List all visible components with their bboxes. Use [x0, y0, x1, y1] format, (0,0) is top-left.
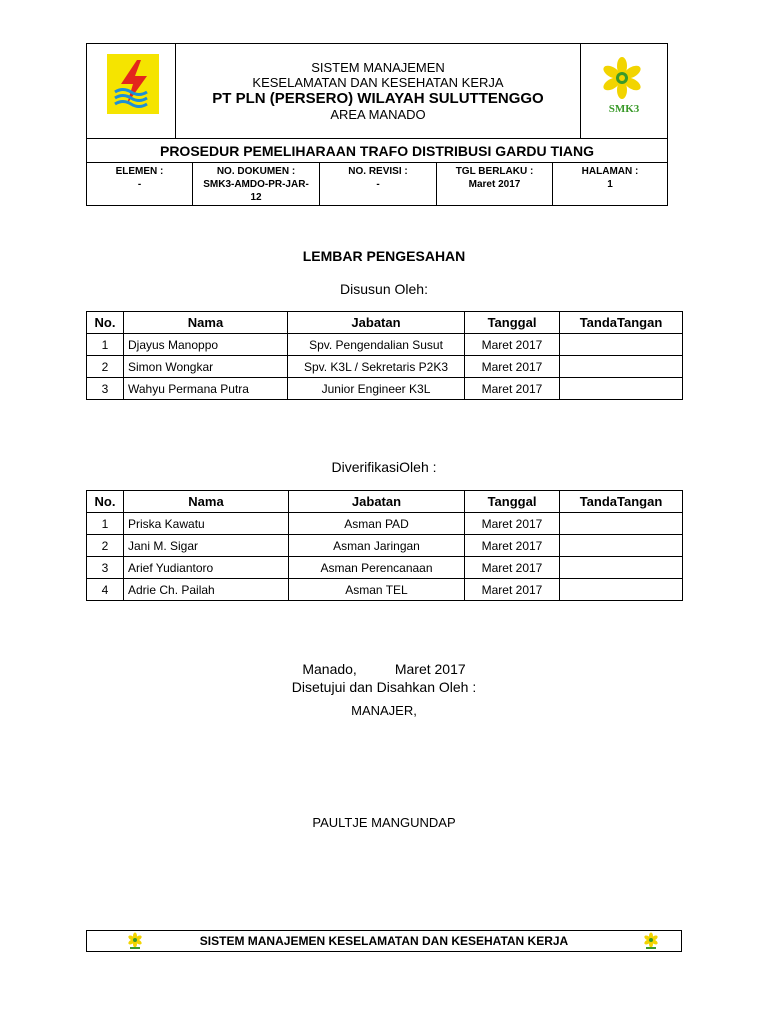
- cell-jabatan: Spv. Pengendalian Susut: [288, 334, 465, 356]
- company-name: PT PLN (PERSERO) WILAYAH SULUTTENGGO: [212, 90, 544, 107]
- table-row: [87, 378, 683, 400]
- meta-label: TGL BERLAKU :: [455, 166, 534, 177]
- meta-label: NO. DOKUMEN :: [216, 166, 296, 177]
- meta-halaman: [552, 163, 667, 205]
- document-footer: [86, 930, 682, 952]
- table-row: [87, 513, 683, 535]
- smk3-footer-icon-right: [641, 932, 661, 951]
- document-header: [86, 43, 668, 206]
- col-header-nama: Nama: [124, 491, 289, 513]
- table-row: [87, 557, 683, 579]
- meta-value: SMK3-AMDO-PR-JAR-12: [203, 179, 309, 203]
- verified-by-heading: DiverifikasiOleh :: [331, 459, 437, 475]
- cell-jabatan: Asman Perencanaan: [289, 557, 465, 579]
- header-line-1: SISTEM MANAJEMEN: [311, 60, 445, 75]
- cell-jabatan: Junior Engineer K3L: [288, 378, 465, 400]
- meta-elemen: [87, 163, 192, 205]
- cell-no: 1: [87, 334, 124, 356]
- table-row: [87, 334, 683, 356]
- compiled-by-heading: Disusun Oleh:: [340, 281, 428, 297]
- table-header-row: [87, 491, 683, 513]
- approval-date: Maret 2017: [394, 661, 466, 677]
- cell-no: 2: [87, 535, 124, 557]
- cell-signature: [560, 513, 683, 535]
- cell-tanggal: Maret 2017: [465, 557, 560, 579]
- cell-no: 3: [87, 557, 124, 579]
- pln-logo-cell: [87, 44, 176, 139]
- smk3-logo-cell: [580, 44, 667, 139]
- col-header-no: No.: [87, 491, 124, 513]
- cell-tanggal: Maret 2017: [465, 535, 560, 557]
- cell-jabatan: Asman TEL: [289, 579, 465, 601]
- cell-nama: Priska Kawatu: [124, 513, 289, 535]
- header-title-block: [176, 44, 580, 139]
- col-header-jabatan: Jabatan: [289, 491, 465, 513]
- approval-statement: Disetujui dan Disahkan Oleh :: [291, 679, 477, 695]
- cell-tanggal: Maret 2017: [465, 356, 560, 378]
- document-meta-row: [87, 163, 667, 205]
- approval-place: Manado,: [302, 661, 357, 677]
- cell-signature: [560, 356, 683, 378]
- meta-tgl-berlaku: [436, 163, 552, 205]
- approver-name: PAULTJE MANGUNDAP: [312, 815, 456, 830]
- cell-tanggal: Maret 2017: [465, 378, 560, 400]
- cell-no: 2: [87, 356, 124, 378]
- cell-jabatan: Spv. K3L / Sekretaris P2K3: [288, 356, 465, 378]
- cell-nama: Simon Wongkar: [124, 356, 288, 378]
- meta-value: 1: [607, 179, 613, 190]
- cell-no: 4: [87, 579, 124, 601]
- col-header-tandatangan: TandaTangan: [560, 312, 683, 334]
- cell-signature: [560, 535, 683, 557]
- place-date-line: [0, 661, 768, 677]
- cell-signature: [560, 579, 683, 601]
- meta-no-revisi: [319, 163, 436, 205]
- pln-logo-icon: [107, 54, 159, 114]
- header-line-2: KESELAMATAN DAN KESEHATAN KERJA: [252, 75, 504, 90]
- cell-tanggal: Maret 2017: [465, 513, 560, 535]
- approver-role: MANAJER,: [351, 703, 417, 718]
- cell-nama: Adrie Ch. Pailah: [124, 579, 289, 601]
- area-name: AREA MANADO: [330, 107, 426, 122]
- smk3-logo-icon: [594, 54, 654, 116]
- table-row: [87, 356, 683, 378]
- meta-value: -: [376, 179, 380, 190]
- cell-no: 3: [87, 378, 124, 400]
- meta-no-dokumen: [192, 163, 319, 205]
- cell-no: 1: [87, 513, 124, 535]
- table-row: [87, 535, 683, 557]
- meta-label: NO. REVISI :: [348, 166, 408, 177]
- col-header-jabatan: Jabatan: [288, 312, 465, 334]
- col-header-tanggal: Tanggal: [465, 491, 560, 513]
- verified-by-table: [86, 490, 683, 601]
- footer-text: SISTEM MANAJEMEN KESELAMATAN DAN KESEHATAN KERJA: [199, 934, 569, 948]
- cell-tanggal: Maret 2017: [465, 334, 560, 356]
- smk3-footer-icon-left: [125, 932, 145, 951]
- cell-jabatan: Asman Jaringan: [289, 535, 465, 557]
- cell-nama: Djayus Manoppo: [124, 334, 288, 356]
- cell-nama: Wahyu Permana Putra: [124, 378, 288, 400]
- cell-nama: Arief Yudiantoro: [124, 557, 289, 579]
- meta-label: HALAMAN :: [581, 166, 639, 177]
- cell-tanggal: Maret 2017: [465, 579, 560, 601]
- cell-signature: [560, 557, 683, 579]
- col-header-nama: Nama: [124, 312, 288, 334]
- col-header-tanggal: Tanggal: [465, 312, 560, 334]
- cell-signature: [560, 378, 683, 400]
- document-title: PROSEDUR PEMELIHARAAN TRAFO DISTRIBUSI GARDU TIANG: [87, 139, 667, 163]
- cell-nama: Jani M. Sigar: [124, 535, 289, 557]
- page-title: LEMBAR PENGESAHAN: [302, 248, 466, 264]
- cell-jabatan: Asman PAD: [289, 513, 465, 535]
- table-row: [87, 579, 683, 601]
- table-header-row: [87, 312, 683, 334]
- meta-value: -: [137, 179, 142, 190]
- smk3-logo-text: SMK3: [608, 103, 640, 115]
- col-header-tandatangan: TandaTangan: [560, 491, 683, 513]
- compiled-by-table: [86, 311, 683, 400]
- col-header-no: No.: [87, 312, 124, 334]
- cell-signature: [560, 334, 683, 356]
- meta-value: Maret 2017: [468, 179, 521, 190]
- header-top-row: [87, 44, 667, 139]
- meta-label: ELEMEN :: [115, 166, 164, 177]
